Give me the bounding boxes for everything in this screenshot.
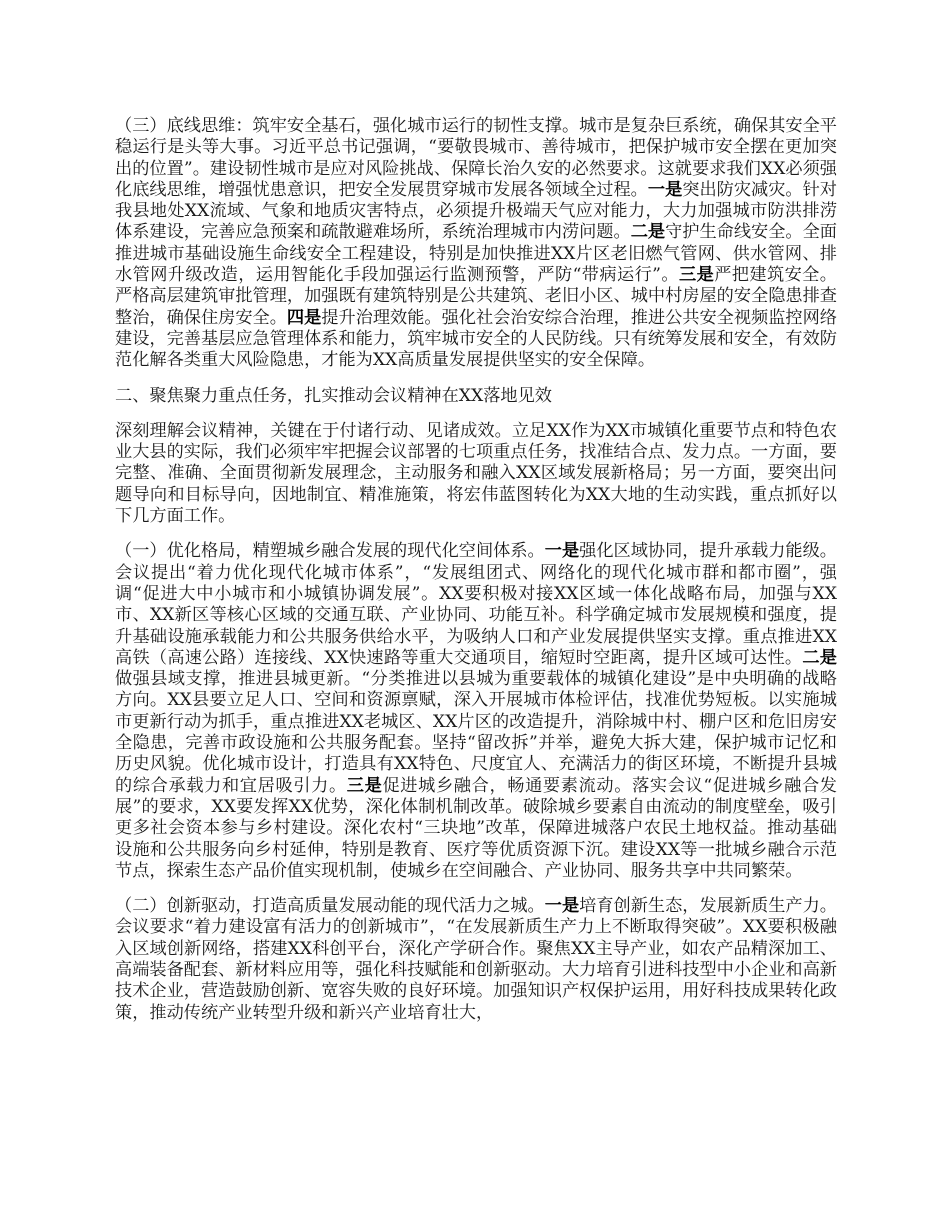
text-segment: 提升治理效能。强化社会治安综合治理，推进公共安全视频监控网络建设，完善基层应急管理体系和能力，筑牢城市安全的人民防线。只有统筹发展和安全，有效防范化解各类重大风险隐患，才能为XX高质量发展提供坚实的安全保障。 <box>115 307 837 371</box>
text-segment: 严把建筑安全。严格高层建筑审批管理，加强既有建筑特别是公共建筑、老旧小区、城中村房屋的安全隐患排查整治，确保住房安全。 <box>115 265 837 328</box>
bold-marker: 二是 <box>630 222 666 243</box>
text-segment: 守护生命线安全。全面推进城市基础设施生命线安全工程建设，特别是加快推进XX片区老旧燃气管网、供水管网、排水管网升级改造，运用智能化手段加强运行监测预警，严防“带病运行”。 <box>115 222 837 286</box>
bold-marker: 二是 <box>802 647 837 668</box>
bold-marker: 一是 <box>544 896 580 917</box>
bold-marker: 一是 <box>647 179 683 200</box>
bold-marker: 四是 <box>286 307 322 328</box>
text-segment: 强化区域协同，提升承载力能级。会议提出“着力优化现代化城市体系”，“发展组团式、网络化的现代化城市群和都市圈”，强调“促进大中小城市和小城镇协调发展”。XX要积极对接XX区域一体化战略布局，加强与XX市、XX新区等核心区域的交通互联、产业协同、功能互补。科学确定城市发展规模和强度，提升基础设施承载能力和公共服务供给水平，为吸纳人口和产业发展提供坚实支撑。重点推进XX高铁（高速公路）连接线、XX快速路等重大交通项目，缩短时空距离，提升区域可达性。 <box>115 541 837 668</box>
paragraph-innovation-driven <box>115 896 837 1024</box>
bold-marker: 一是 <box>544 541 580 562</box>
document-page <box>115 116 837 1038</box>
paragraph-bottom-line-thinking <box>115 116 837 372</box>
text-segment: （一）优化格局，精塑城乡融合发展的现代化空间体系。 <box>115 541 545 562</box>
text-segment: （三）底线思维：筑牢安全基石，强化城市运行的韧性支撑。城市是复杂巨系统，确保其安全平稳运行是头等大事。习近平总书记强调，“要敬畏城市、善待城市，把保护城市安全摆在更加突出的位置”。建设韧性城市是应对风险挑战、保障长治久安的必然要求。这就要求我们XX必须强化底线思维，增强忧患意识，把安全发展贯穿城市发展各领域全过程。 <box>115 116 837 200</box>
bold-marker: 三是 <box>346 775 383 796</box>
text-segment: 深刻理解会议精神，关键在于付诸行动、见诸成效。立足XX作为XX市城镇化重要节点和特色农业大县的实际，我们必须牢牢把握会议部署的七项重点任务，找准结合点、发力点。一方面，要完整、准确、全面贯彻新发展理念，主动服务和融入XX区域发展新格局；另一方面，要突出问题导向和目标导向，因地制宜、精准施策，将宏伟蓝图转化为XX大地的生动实践，重点抓好以下几方面工作。 <box>115 420 837 527</box>
text-segment: 做强县域支撑，推进县城更新。“分类推进以县城为重要载体的城镇化建设”是中央明确的战略方向。XX县要立足人口、空间和资源禀赋，深入开展城市体检评估，找准优势短板。以实施城市更新行动为抓手，重点推进XX老城区、XX片区的改造提升，消除城中村、棚户区和危旧房安全隐患，完善市政设施和公共服务配套。坚持“留改拆”并举，避免大拆大建，保护城市记忆和历史风貌。优化城市设计，打造具有XX特色、尺度宜人、充满活力的街区环境，不断提升县城的综合承载力和宜居吸引力。 <box>115 669 837 796</box>
section-heading-2 <box>115 386 837 407</box>
text-segment: 突出防灾减灾。针对我县地处XX流域、气象和地质灾害特点，必须提升极端天气应对能力，大力加强城市防洪排涝体系建设，完善应急预案和疏散避难场所，系统治理城市内涝问题。 <box>115 179 837 243</box>
bold-marker: 三是 <box>678 265 715 286</box>
paragraph-intro <box>115 421 837 527</box>
heading-text: 二、聚焦聚力重点任务，扎实推动会议精神在XX落地见效 <box>115 385 552 406</box>
text-segment: （二）创新驱动，打造高质量发展动能的现代活力之城。 <box>115 896 545 917</box>
paragraph-optimize-layout <box>115 541 837 882</box>
text-segment: 培育创新生态，发展新质生产力。会议要求“着力建设富有活力的创新城市”，“在发展新质生产力上不断取得突破”。XX要积极融入区域创新网络，搭建XX科创平台，深化产学研合作。聚焦XX主导产业，如农产品精深加工、高端装备配套、新材料应用等，强化科技赋能和创新驱动。大力培育引进科技型中小企业和高新技术企业，营造鼓励创新、宽容失败的良好环境。加强知识产权保护运用，用好科技成果转化政策，推动传统产业转型升级和新兴产业培育壮大， <box>115 896 837 1023</box>
text-segment: 促进城乡融合，畅通要素流动。落实会议“促进城乡融合发展”的要求，XX要发挥XX优势，深化体制机制改革。破除城乡要素自由流动的制度壁垒，吸引更多社会资本参与乡村建设。深化农村“三块地”改革，保障进城落户农民土地权益。推动基础设施和公共服务向乡村延伸，特别是教育、医疗等优质资源下沉。建设XX等一批城乡融合示范节点，探索生态产品价值实现机制，使城乡在空间融合、产业协同、服务共享中共同繁荣。 <box>115 775 837 881</box>
